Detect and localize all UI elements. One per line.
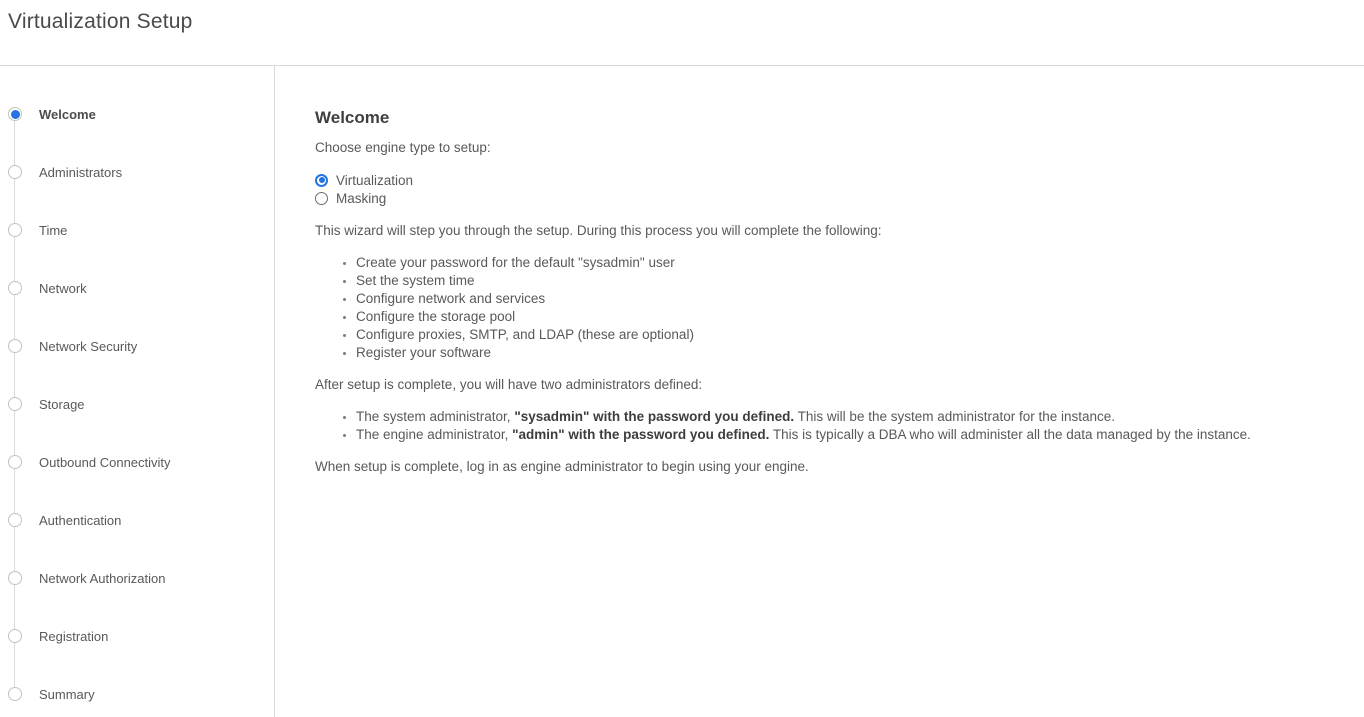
main-layout [0, 66, 1364, 717]
step-radio-icon [8, 223, 22, 237]
sidebar-item-label: Administrators [39, 164, 123, 180]
engine-option-virtualization[interactable] [315, 171, 1324, 189]
panel-heading: Welcome [315, 108, 390, 127]
sidebar-item-label: Authentication [39, 512, 122, 528]
page-header [0, 0, 1364, 66]
admin-item-suffix: This will be the system administrator for the instance. [794, 409, 1116, 424]
step-radio-icon [8, 513, 22, 527]
footer-note-text: When setup is complete, log in as engine administrator to begin using your engine. [315, 459, 809, 474]
list-item: • Configure network and services [356, 290, 1324, 308]
choose-engine-label: Choose engine type to setup: [315, 140, 491, 155]
welcome-panel [275, 66, 1364, 717]
engine-type-radio-group [315, 171, 1324, 207]
sidebar-item-network-security[interactable] [0, 317, 274, 375]
step-radio-icon [8, 571, 22, 585]
step-radio-icon [8, 397, 22, 411]
sidebar-item-outbound-connectivity[interactable] [0, 433, 274, 491]
sidebar-item-label: Storage [39, 396, 85, 412]
sidebar-item-label: Network Authorization [39, 570, 166, 586]
list-item: • Set the system time [356, 272, 1324, 290]
setup-step-sidebar [0, 66, 275, 717]
sidebar-item-time[interactable] [0, 201, 274, 259]
list-item: • Configure the storage pool [356, 308, 1324, 326]
step-radio-icon [8, 281, 22, 295]
sidebar-item-summary[interactable] [0, 665, 274, 717]
sidebar-item-storage[interactable] [0, 375, 274, 433]
step-radio-icon [8, 687, 22, 701]
wizard-intro-text: This wizard will step you through the setup. During this process you will complete the following: [315, 223, 882, 238]
list-item [356, 426, 1324, 444]
list-item: • Create your password for the default "sysadmin" user [356, 254, 1324, 272]
step-radio-icon [8, 629, 22, 643]
setup-steps-list [315, 254, 1324, 362]
sidebar-item-welcome[interactable] [0, 85, 274, 143]
admin-item-prefix: The system administrator, [356, 409, 515, 424]
sidebar-item-label: Welcome [39, 106, 96, 122]
list-item [356, 408, 1324, 426]
sidebar-item-authentication[interactable] [0, 491, 274, 549]
radio-unselected-icon[interactable] [315, 192, 328, 205]
step-radio-selected-icon [8, 107, 22, 121]
sidebar-item-label: Network Security [39, 338, 138, 354]
radio-label: Masking [336, 190, 387, 206]
list-item: • Register your software [356, 344, 1324, 362]
sidebar-item-label: Summary [39, 686, 95, 702]
sidebar-item-label: Time [39, 222, 68, 238]
sidebar-item-registration[interactable] [0, 607, 274, 665]
radio-selected-icon[interactable] [315, 174, 328, 187]
list-item: • Configure proxies, SMTP, and LDAP (these are optional) [356, 326, 1324, 344]
step-radio-icon [8, 455, 22, 469]
step-radio-icon [8, 339, 22, 353]
engine-option-masking[interactable] [315, 189, 1324, 207]
admin-item-bold: "admin" with the password you defined. [512, 427, 770, 442]
sidebar-item-label: Network [39, 280, 87, 296]
admin-item-prefix: The engine administrator, [356, 427, 513, 442]
admin-item-suffix: This is typically a DBA who will administer all the data managed by the instance. [769, 427, 1251, 442]
sidebar-item-administrators[interactable] [0, 143, 274, 201]
sidebar-item-label: Registration [39, 628, 109, 644]
sidebar-item-label: Outbound Connectivity [39, 454, 171, 470]
sidebar-item-network[interactable] [0, 259, 274, 317]
radio-label: Virtualization [336, 172, 414, 188]
sidebar-item-network-authorization[interactable] [0, 549, 274, 607]
admin-item-bold: "sysadmin" with the password you defined. [514, 409, 795, 424]
page-title: Virtualization Setup [8, 10, 193, 33]
administrators-list [315, 408, 1324, 444]
admins-intro-text: After setup is complete, you will have two administrators defined: [315, 377, 703, 392]
step-radio-icon [8, 165, 22, 179]
